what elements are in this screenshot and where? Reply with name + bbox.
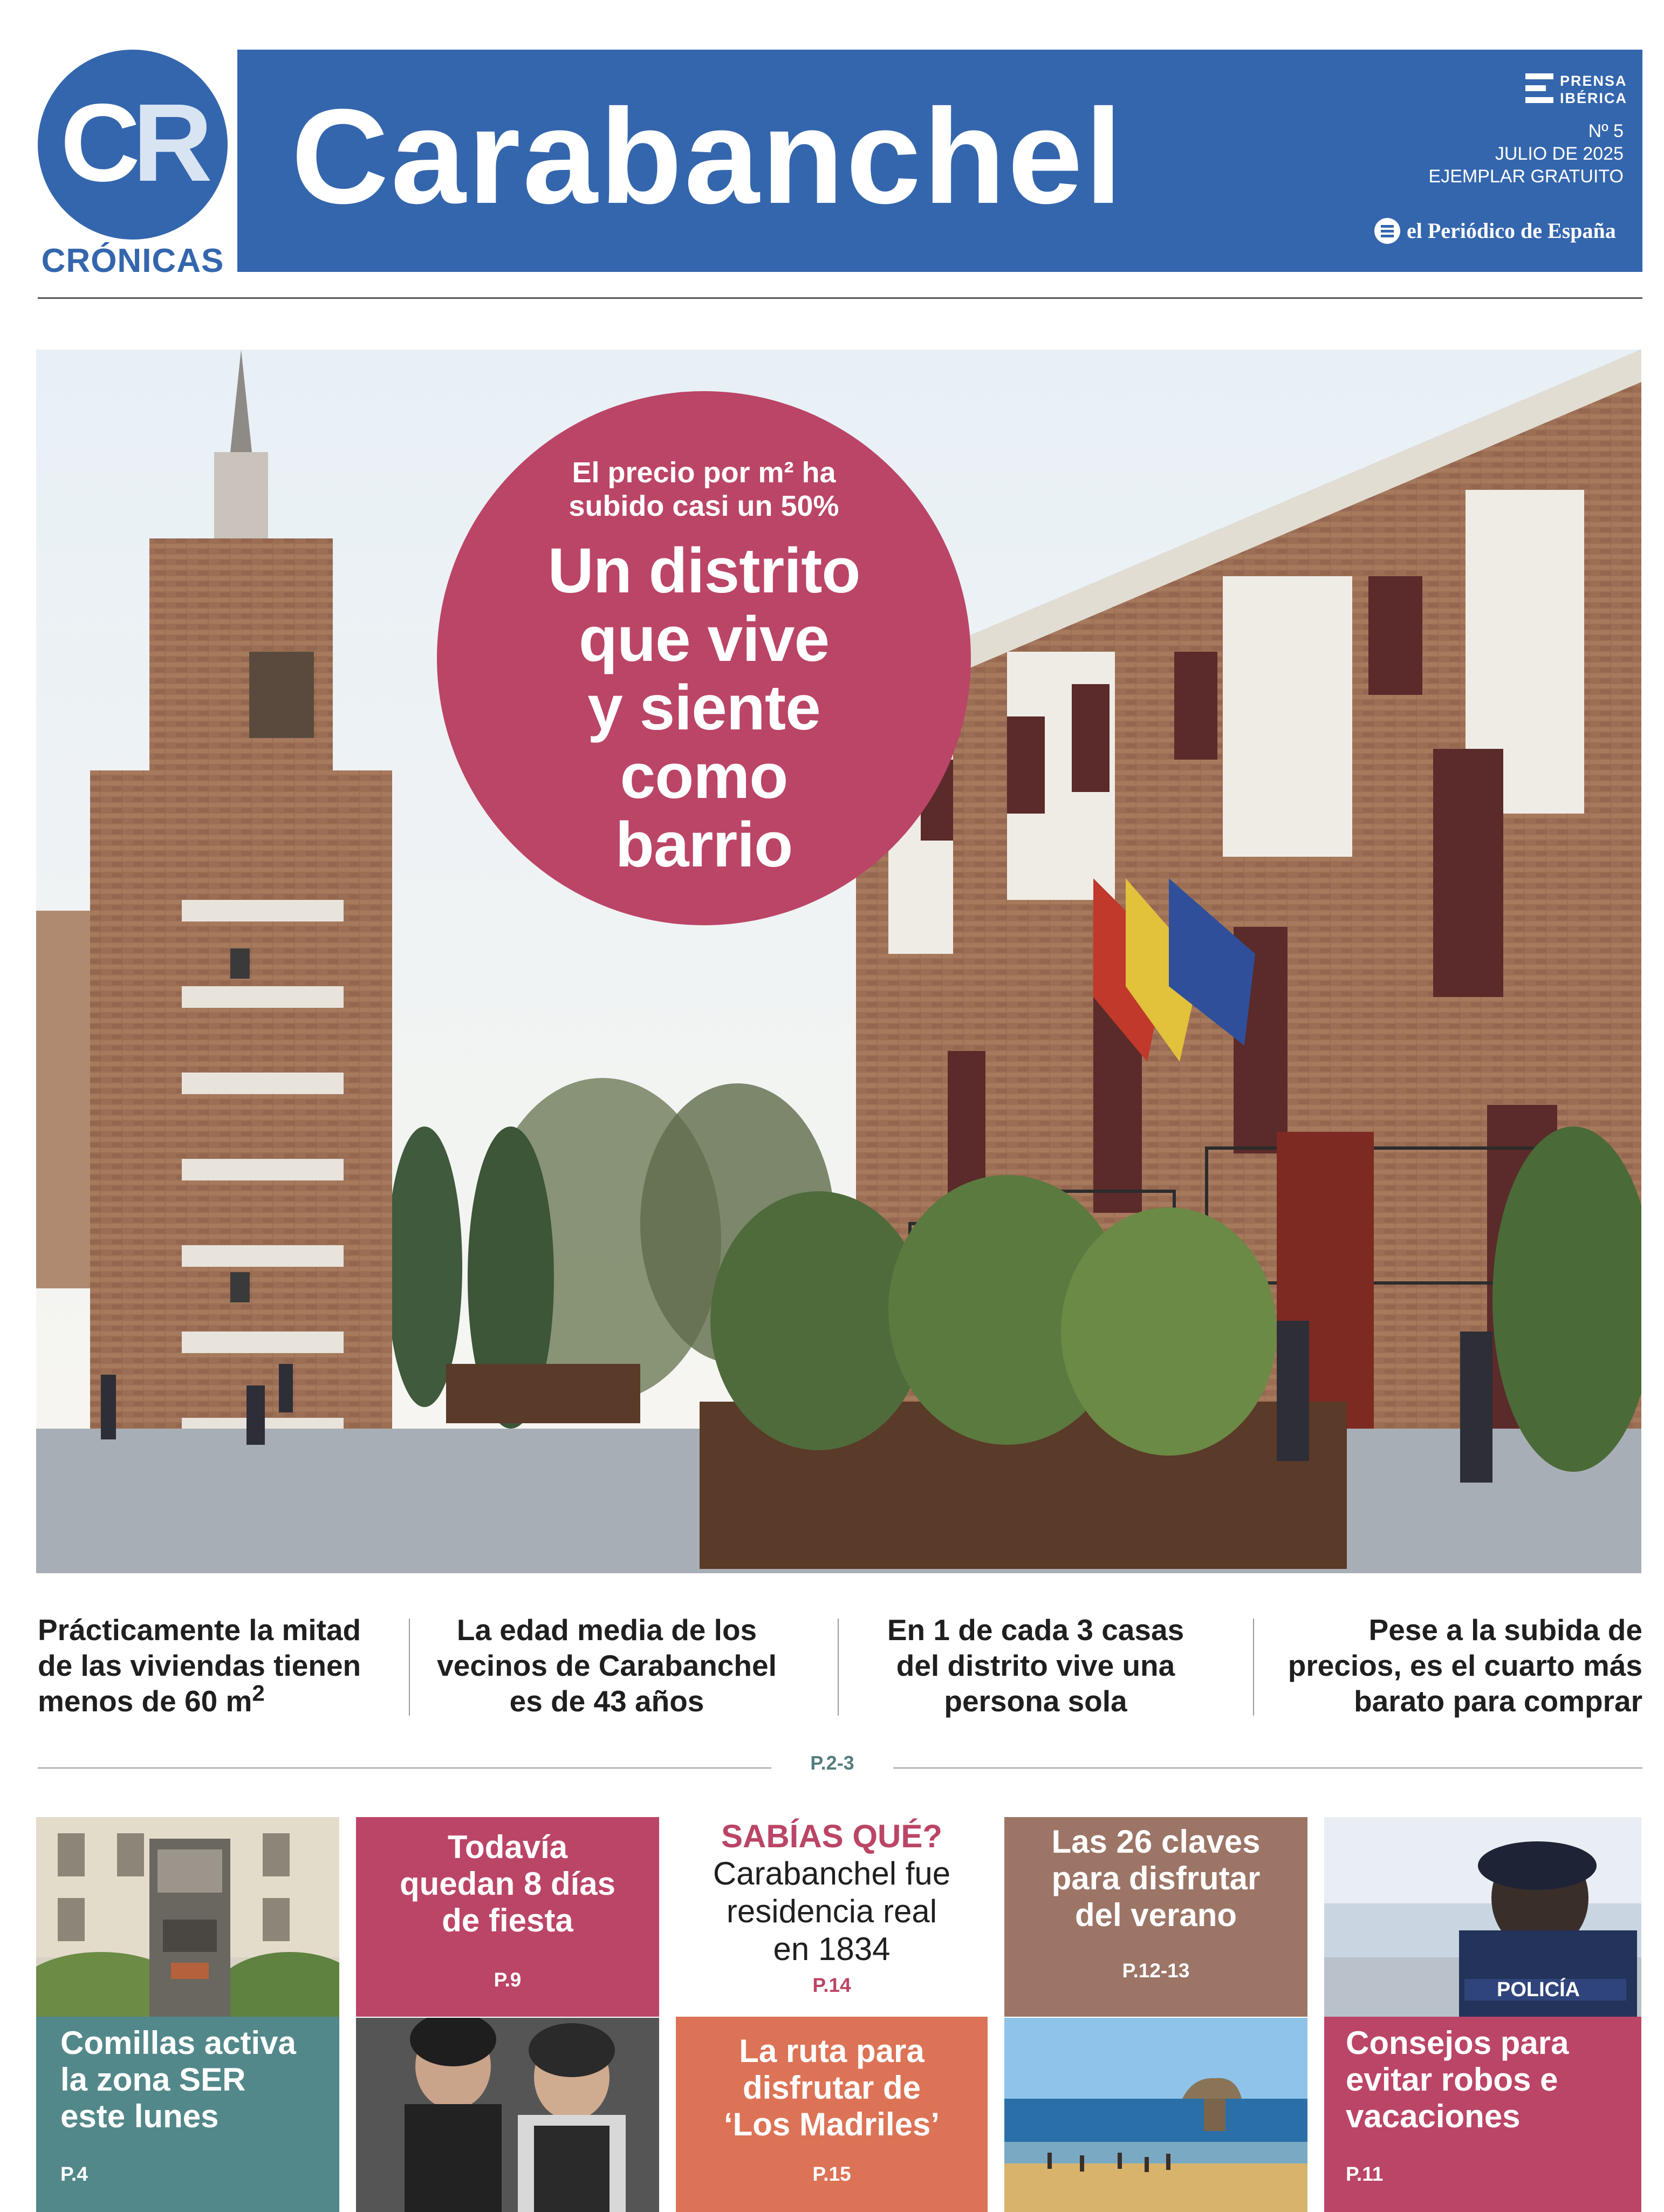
masthead-rule — [38, 297, 1642, 299]
card-sabias-que[interactable] — [676, 1817, 988, 2017]
card-consejos[interactable] — [1324, 1817, 1641, 2212]
fact-separator — [409, 1619, 410, 1716]
lead-kicker: El precio por m² ha subido casi un 50% — [569, 456, 839, 522]
police-vest-text: POLICÍA — [1497, 1978, 1580, 2001]
sabias-que-page[interactable]: P.14 — [812, 1974, 851, 1996]
facts-rule-left — [38, 1767, 771, 1769]
fact-viviendas: Prácticamente la mitad de las viviendas tienen menos de 60 $m^2$ — [38, 1613, 361, 1718]
sabias-que-label: SABÍAS QUÉ? — [721, 1818, 943, 1854]
partner-name: el Periódico de España — [1407, 219, 1616, 243]
card-zona-ser[interactable] — [36, 1817, 339, 2212]
publisher-name: PRENSA IBÉRICA — [1560, 73, 1628, 106]
lead-headline[interactable]: Un distrito que vive y siente como barrio — [547, 535, 860, 880]
facts-page-ref[interactable]: P.2-3 — [810, 1752, 854, 1774]
card-zona-ser-title[interactable]: Comillas activa la zona SER este lunes — [60, 2025, 296, 2134]
card-los-madriles-title[interactable]: La ruta para disfrutar de ‘Los Madriles’ — [723, 2033, 940, 2142]
periodico-espana-icon — [1374, 218, 1400, 244]
card-fiesta-title[interactable]: Todavía quedan 8 días de fiesta — [399, 1829, 616, 1938]
parking-meter-photo — [36, 1817, 339, 2017]
facts-rule-right — [893, 1767, 1642, 1769]
fact-edad-media: La edad media de los vecinos de Carabanchel es de 43 años — [437, 1613, 777, 1718]
card-zona-ser-page[interactable]: P.4 — [60, 2163, 88, 2185]
fact-cuarto-barato: Pese a la subida de precios, es el cuarto más barato para comprar — [1288, 1613, 1642, 1718]
issue-date: JULIO DE 2025 — [1495, 144, 1624, 164]
card-fiesta-page[interactable]: P.9 — [494, 1969, 522, 1991]
card-verano-title[interactable]: Las 26 claves para disfrutar del verano — [1051, 1824, 1261, 1933]
fact-persona-sola: En 1 de cada 3 casas del distrito vive una persona sola — [887, 1613, 1184, 1718]
card-consejos-page[interactable]: P.11 — [1346, 2163, 1384, 2185]
cronicas-logo-monogram: CR — [60, 81, 206, 204]
card-los-madriles-page[interactable]: P.15 — [812, 2163, 851, 2185]
lead-headline-bubble — [437, 391, 971, 925]
card-verano[interactable] — [1004, 1817, 1307, 2212]
beach-photo — [1004, 2018, 1307, 2212]
sabias-que-text: Carabanchel fue residencia real en 1834 — [713, 1855, 951, 1967]
issue-info — [1429, 120, 1624, 188]
cronicas-logo-word: CRÓNICAS — [41, 242, 224, 279]
performers-photo — [356, 2018, 659, 2212]
issue-number: Nº 5 — [1588, 121, 1624, 141]
police-photo — [1324, 1817, 1641, 2017]
card-los-madriles[interactable] — [676, 2017, 988, 2212]
card-fiesta[interactable] — [356, 1817, 659, 2212]
fact-separator — [1253, 1619, 1254, 1716]
card-verano-page[interactable]: P.12-13 — [1122, 1960, 1190, 1982]
card-consejos-title[interactable]: Consejos para evitar robos e vacaciones — [1346, 2025, 1569, 2134]
newspaper-title: Carabanchel — [291, 81, 1125, 231]
prensa-iberica-icon — [1525, 73, 1553, 104]
fact-separator — [838, 1619, 839, 1716]
issue-price: EJEMPLAR GRATUITO — [1428, 166, 1624, 187]
